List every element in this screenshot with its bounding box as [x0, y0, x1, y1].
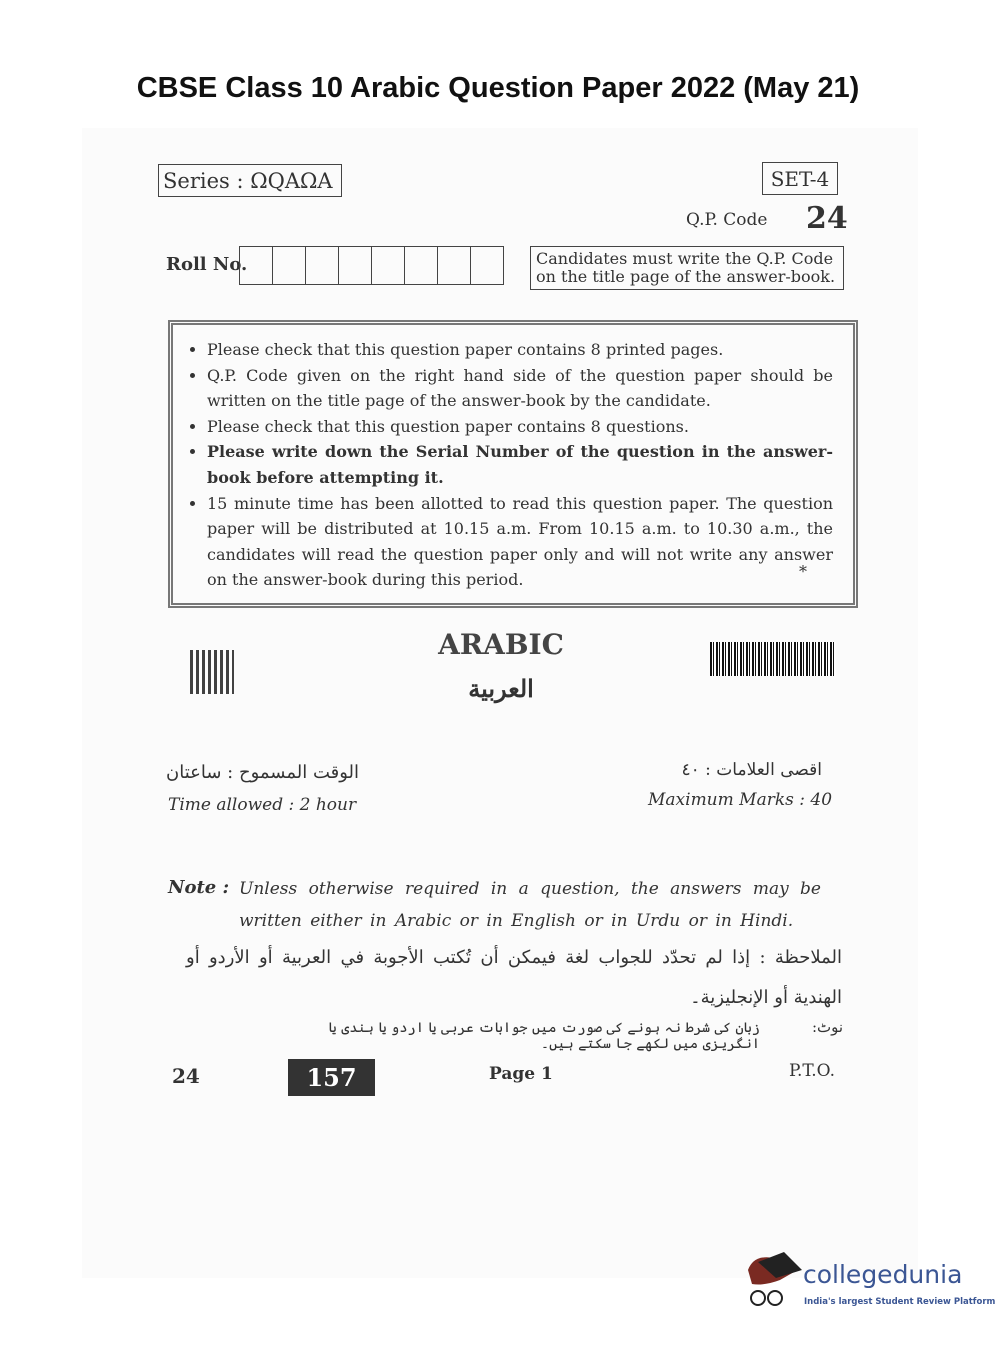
- footer-number: 157: [288, 1059, 375, 1096]
- time-allowed: Time allowed : 2 hour: [168, 795, 357, 815]
- roll-box: [471, 247, 503, 284]
- candidate-note-line: Candidates must write the Q.P. Code: [536, 249, 834, 268]
- instruction-item: • Please write down the Serial Number of the question in the answer-book before attempting it.: [207, 439, 833, 490]
- max-marks-arabic: اقصى العلامات : ٤٠: [681, 760, 822, 780]
- series-box: Series : ΩQAΩA: [158, 164, 342, 197]
- instruction-item: • Please check that this question paper contains 8 printed pages.: [207, 337, 833, 363]
- roll-box: [306, 247, 339, 284]
- note-urdu-label: نوٹ:: [812, 1018, 844, 1036]
- roll-number-label: Roll No.: [166, 254, 248, 275]
- roll-box: [339, 247, 372, 284]
- note-arabic: الملاحظة : إذا لم تحدّد للجواب لغة فيمكن أن تُكتب الأجوبة في العربية أو الأردو أو الهندية أو الإنجليزية۔: [186, 947, 842, 1008]
- time-allowed-arabic: الوقت المسموح : ساعتان: [166, 762, 360, 783]
- candidate-note-line: on the title page of the answer-book.: [536, 267, 836, 286]
- note-label: Note :: [168, 877, 230, 898]
- candidate-note: [530, 246, 844, 290]
- max-marks: Maximum Marks : 40: [648, 790, 833, 810]
- set-box: SET-4: [762, 162, 838, 195]
- roll-box: [372, 247, 405, 284]
- star-mark: *: [799, 562, 807, 581]
- instruction-item: • Please check that this question paper contains 8 questions.: [207, 414, 833, 440]
- roll-box: [438, 247, 471, 284]
- qp-code-label: Q.P. Code: [686, 210, 768, 230]
- scanned-page: [82, 128, 918, 1278]
- logo-tagline: India's largest Student Review Platform: [804, 1297, 996, 1307]
- subject-title: ARABIC: [438, 628, 564, 661]
- subject-title-arabic: العربية: [468, 674, 534, 703]
- instruction-item: • 15 minute time has been allotted to read this question paper. The question paper will be distributed at 10.15 a.m. From 10.15 a.m. to 10.30 a.m., the candidates will read the question paper only and will not write any answer on the answer-book during this period.: [207, 491, 833, 593]
- roll-number-boxes: [239, 246, 504, 285]
- qp-code: 24: [806, 201, 848, 236]
- footer-code: 24: [172, 1064, 200, 1088]
- instructions-box: [168, 320, 858, 608]
- logo-name: collegedunia: [803, 1260, 963, 1289]
- barcode-icon: [710, 642, 836, 676]
- note-urdu: زبان کی شرط نہ ہونے کی صورت میں جوابات عربی یا اردو یا ہندی یا انگریزی میں لکھے جا سکتے ہیں۔: [328, 1020, 760, 1052]
- document-title: CBSE Class 10 Arabic Question Paper 2022 (May 21): [136, 72, 860, 104]
- roll-box: [273, 247, 306, 284]
- note-text: Unless otherwise required in a question, the answers may be written either in Arabic or in English or in Urdu or in Hindi.: [239, 879, 821, 931]
- page-number: Page 1: [489, 1064, 553, 1084]
- roll-box: [240, 247, 273, 284]
- roll-box: [405, 247, 438, 284]
- pto-label: P.T.O.: [789, 1061, 835, 1081]
- instruction-item: • Q.P. Code given on the right hand side of the question paper should be written on the title page of the answer-book by the candidate.: [207, 363, 833, 414]
